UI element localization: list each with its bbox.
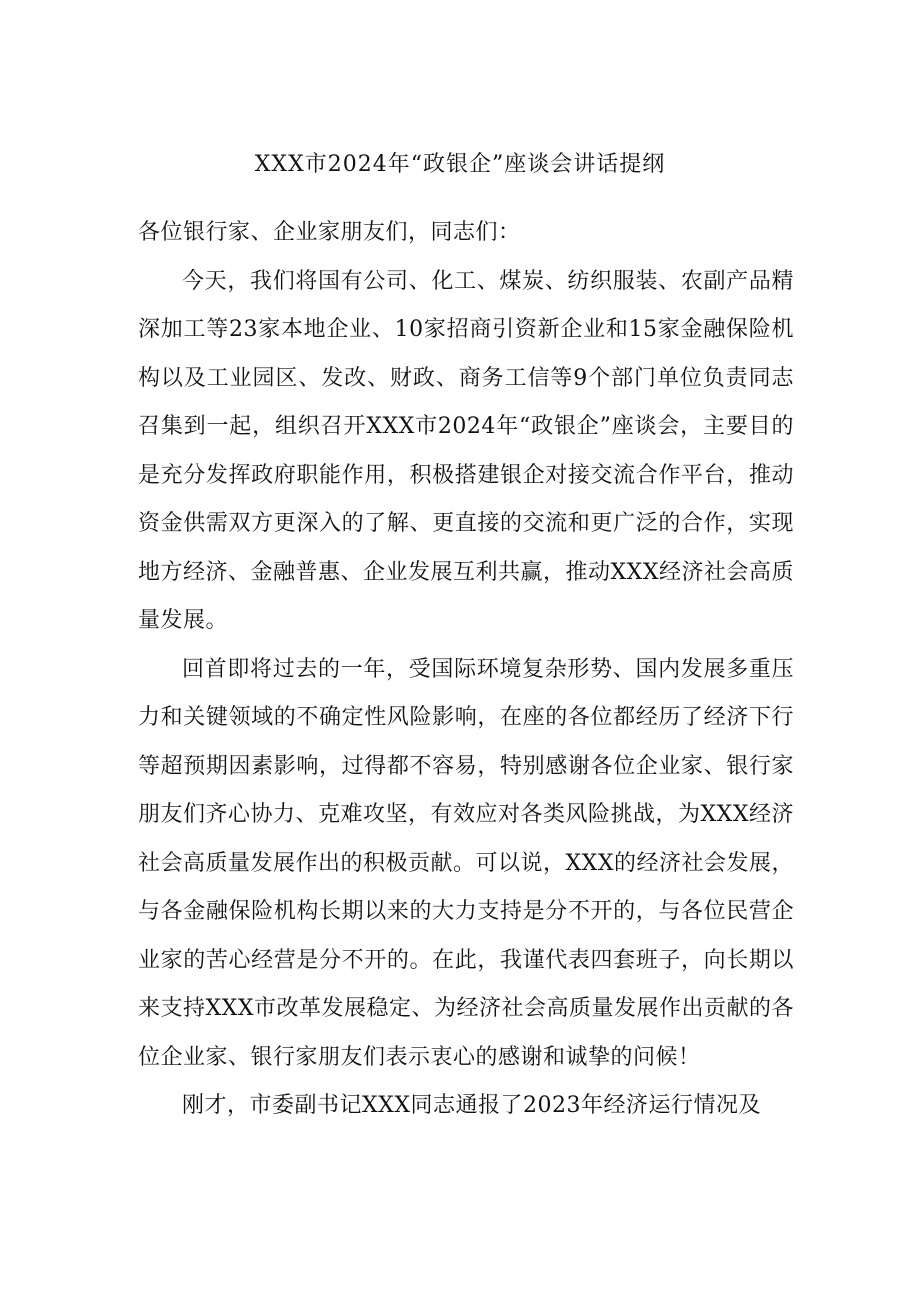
paragraph-opening: 今天，我们将国有公司、化工、煤炭、纺织服装、农副产品精深加工等23家本地企业、10家招商引资新企业和15家金融保险机构以及工业园区、发改、财政、商务工信等9个部门单位负责同志召集到一起，组织召开XXX市2024年“政银企”座谈会，主要目的是充分发挥政府职能作用，积极搭建银企对接交流合作平台，推动资金供需双方更深入的了解、更直接的交流和更广泛的合作，实现地方经济、金融普惠、企业发展互利共赢，推动XXX经济社会高质量发展。 [138,268,794,633]
document-title: XXX市2024年“政银企”座谈会讲话提纲 [254,152,666,177]
paragraph-review: 回首即将过去的一年，受国际环境复杂形势、国内发展多重压力和关键领域的不确定性风险影响，在座的各位都经历了经济下行等超预期因素影响，过得都不容易，特别感谢各位企业家、银行家朋友们齐心协力、克难攻坚，有效应对各类风险挑战，为XXX经济社会高质量发展作出的积极贡献。可以说，XXX的经济社会发展，与各金融保险机构长期以来的大力支持是分不开的，与各位民营企业家的苦心经营是分不开的。在此，我谨代表四套班子，向长期以来支持XXX市改革发展稳定、为经济社会高质量发展作出贡献的各位企业家、银行家朋友们表示衷心的感谢和诚挚的问候！ [138,656,794,1070]
paragraph-report: 刚才，市委副书记XXX同志通报了2023年经济运行情况及 [182,1093,761,1118]
salutation: 各位银行家、企业家朋友们，同志们： [138,220,521,245]
document-body [138,209,794,1131]
